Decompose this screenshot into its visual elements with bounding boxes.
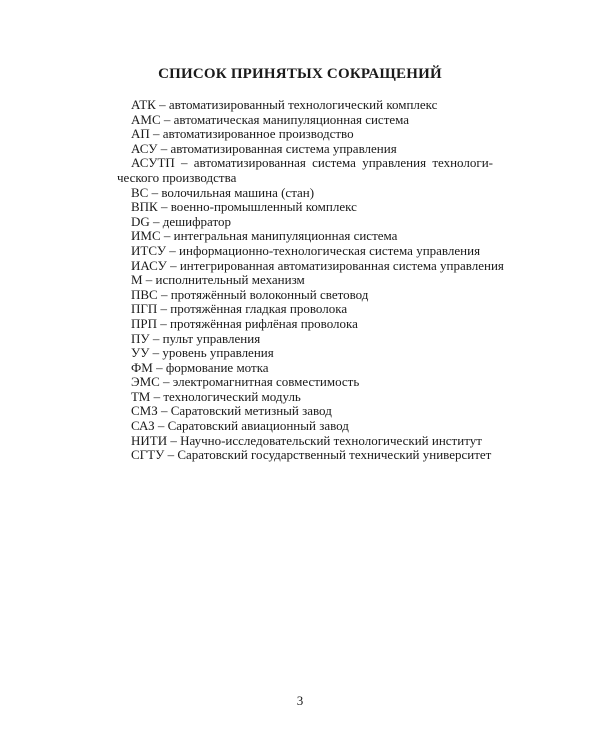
abbreviation-item: САЗ – Саратовский авиационный завод (131, 418, 349, 434)
abbreviation-item: ВПК – военно-промышленный комплекс (131, 199, 357, 215)
abbreviation-item: АСУТП – автоматизированная система управления технологи- (131, 155, 493, 171)
abbreviation-item: АМС – автоматическая манипуляционная система (131, 111, 410, 127)
abbreviation-item: М – исполнительный механизм (131, 272, 305, 288)
page-title: СПИСОК ПРИНЯТЫХ СОКРАЩЕНИЙ (158, 66, 442, 82)
abbreviation-item: СМЗ – Саратовский метизный завод (131, 403, 332, 419)
page-number: 3 (296, 693, 304, 708)
abbreviation-item: ИТСУ – информационно-технологическая система управления (131, 242, 481, 258)
abbreviation-item: ИМС – интегральная манипуляционная система (131, 228, 398, 244)
abbreviation-item: УУ – уровень управления (131, 345, 274, 361)
abbreviation-item: АП – автоматизированное производство (131, 126, 354, 142)
abbreviation-item: ПУ – пульт управления (131, 330, 261, 346)
abbreviation-item: DG – дешифратор (131, 213, 231, 229)
abbreviation-item: ПВС – протяжённый волоконный световод (131, 286, 369, 302)
abbreviation-item: НИТИ – Научно-исследовательский технологический институт (131, 432, 482, 448)
abbreviation-item: ЭМС – электромагнитная совместимость (131, 374, 360, 390)
abbreviation-item: ВС – волочильная машина (стан) (131, 184, 315, 200)
abbreviation-item: ПРП – протяжённая рифлёная проволока (131, 315, 358, 331)
abbreviation-item: ФМ – формование мотка (131, 359, 269, 375)
abbreviation-item: ПГП – протяжённая гладкая проволока (131, 301, 348, 317)
abbreviation-item: СГТУ – Саратовский государственный технический университет (131, 447, 492, 463)
abbreviation-item: ТМ – технологический модуль (131, 388, 301, 404)
abbreviation-item-continuation: ческого производства (117, 169, 237, 185)
abbreviation-item: АСУ – автоматизированная система управления (131, 140, 397, 156)
abbreviation-item: ИАСУ – интегрированная автоматизированная система управления (131, 257, 504, 273)
abbreviation-list (117, 97, 504, 463)
abbreviation-item: АТК – автоматизированный технологический комплекс (131, 97, 438, 112)
